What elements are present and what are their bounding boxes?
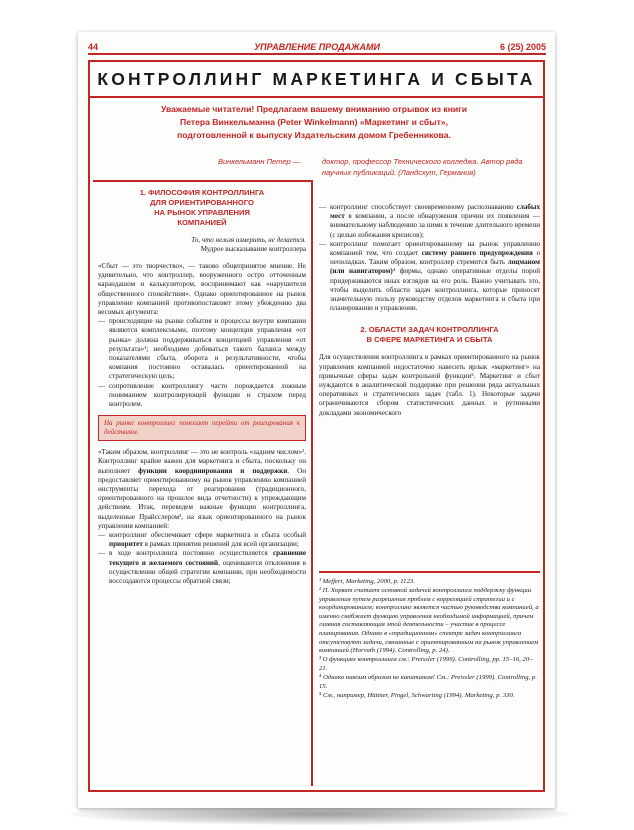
list-item <box>98 549 306 586</box>
right-column <box>319 203 540 418</box>
text-run: о неполадках. Таким образом, контроллер стремится быть <box>330 249 540 267</box>
header-rule <box>88 53 546 55</box>
article-title: КОНТРОЛЛИНГ МАРКЕТИНГА И СБЫТА <box>97 69 536 89</box>
text-run: в рамках принятия решений для всей организации; <box>142 540 299 549</box>
pull-quote: На рынке контроллинг помогает перейти от реагирования к действиям. <box>98 415 306 441</box>
paragraph: Для осуществления контроллинга в рамках ориентированного на рынок управления компанией недостаточно навесить ярлык «маркетинг» на привычные сферы задач контрольной функции⁵. Маркетинг и сбыт нуждаются в аналитической поддержке при решении ряда актуальных оперативных и стратегических задач (табл. 1). Некоторые задачи ограничиваются сбором статистических данных и рутинными докладами экономического <box>319 353 540 417</box>
heading-line: 1. ФИЛОСОФИЯ КОНТРОЛЛИНГА <box>139 188 265 197</box>
text-run: «Таким образом, контроллинг — это не контроль «задним числом»². Контроллинг крайне важен для маркетинга и сбыта, поскольку он выполняет <box>98 448 306 475</box>
heading-line: КОМПАНИЕЙ <box>177 218 227 227</box>
footnote: ⁴ Однако никоим образом не капитаном! См.: Preissler (1999). Controlling, p. 15. <box>319 674 537 690</box>
text-run: в компании, а после обнаружения причин их появления — внимательному наблюдению за ними в течение длительного времени (с целью избежания кризисов); <box>330 212 540 239</box>
list-item: — сопротивление контроллингу часто порождается ложным пониманием контролирующей функции и страхом перед контролем. <box>98 382 306 410</box>
bold-term: приоритет <box>109 540 143 549</box>
bullet-list <box>98 317 306 409</box>
text-run: контроллинг способствует своевременному распознаванию <box>330 203 517 211</box>
bold-term: лоцманом (или навигатором) <box>330 258 540 276</box>
author-name: Винкельманн Петер — <box>218 157 301 166</box>
author-bio: доктор, профессор Технического колледжа. Автор ряда научных публикаций. (Ландсхут, Германия) <box>322 157 523 177</box>
bold-term: слабых мест <box>330 203 540 221</box>
bullet-list <box>98 531 306 586</box>
bold-term: систему раннего предупреждения <box>421 249 533 258</box>
text-run: контроллинг помогает ориентированному на рынок управлению компанией тем, что создает <box>330 239 540 258</box>
section-name: УПРАВЛЕНИЕ ПРОДАЖАМИ <box>254 42 380 52</box>
footnote: ³ О функциях контроллинга см.: Preissler (1999). Controlling, pp. 15–16, 20–21. <box>319 656 533 672</box>
footnote: ⁵ См., например, Hüttner, Pingel, Schwarting (1994). Marketing, p. 330. <box>319 691 515 699</box>
list-item <box>319 240 540 314</box>
issue-number: 6 (25) 2005 <box>499 42 546 52</box>
text-run: контроллинг обеспечивает сфере маркетинга и сбыта особый <box>109 531 306 540</box>
list-item <box>98 531 306 549</box>
title-box <box>88 60 545 98</box>
bold-term: функции координирования и поддержки <box>138 466 288 475</box>
heading-line: В СФЕРЕ МАРКЕТИНГА И СБЫТА <box>366 335 493 345</box>
footnotes <box>319 578 539 701</box>
heading-line: НА РЫНОК УПРАВЛЕНИЯ <box>154 208 250 217</box>
heading-line: 2. ОБЛАСТИ ЗАДАЧ КОНТРОЛЛИНГА <box>360 325 499 335</box>
footnote: ² П. Хорват считает основной задачей контроллинга поддержку функции управления путем разрешения проблем с корреляцией стратегии и с координированием; контроллинг является частью руководства компанией, а именно снабжает функцию управления необходимой информацией, причем главная составляющая этой деятельности – участие в процессе планирования. Однако в «традиционном» спектре задач контроллинга отсутствуют задачи, связанные с ориентированным на рынок управлением компанией (Horvath (1994). Controlling, p. 24). <box>319 587 539 655</box>
list-item: — происходящие на рынке события и процессы внутри компании являются комплексными, поэтому концепция управления «от рынка» должна поддерживаться концепцией управления «от результата»¹; необходимо добиваться такого баланса между показателями сбыта, оборота и результативности, чтобы компания постоянно оставалась ориентированной на стратегическую цель; <box>98 317 306 381</box>
magazine-page <box>78 32 555 808</box>
intro-line: подготовленной к выпуску Издательским домом Гребенникова. <box>177 130 451 140</box>
intro-line: Петера Винкельманна (Peter Winkelmann) «Маркетинг и сбыт», <box>180 117 448 127</box>
page-number: 44 <box>88 42 99 52</box>
text-run: ⁴ фирмы, однако оперативные отделы порой придерживаются иных взглядов на его роль. Важно учитывать это, чтобы выделить области задач контроллинга, которые приносят значительную пользу руководству отделов маркетинга и сбыта при планировании и управлении. <box>330 267 540 313</box>
text-run: . Он предоставляет ориентированному на рынок управлению компанией инструменты перехода от реагирования (традиционного, ориентированного на прошлое вида отчетности) к упреждающим действиям. Итак, переведем важные функции контроллинга, выделенные Прайсслером³, на язык ориентированного на рынок управления компанией: <box>98 466 306 530</box>
paragraph: «Сбыт — это творчество», — таково общепринятое мнение. Не удивительно, что контроллер, вооруженного остро отточенным карандашом и калькулятором, воспринимают как «нарушителя общественного спокойствия». Однако ориентированное на рынок управление компанией противопоставляет этому убеждению два весомых аргумента: <box>98 262 306 317</box>
section-heading-2 <box>319 325 540 345</box>
epigraph-source: Мудрое высказывание контроллера <box>200 245 306 253</box>
bullet-list <box>319 203 540 313</box>
list-item <box>319 203 540 240</box>
footnote: ¹ Meffert, Marketing, 2000, p. 1123. <box>319 578 415 585</box>
epigraph: То, что нельзя измерить, не делается. <box>191 236 306 244</box>
bold-term: сравнение текущего и желаемого состояний <box>109 549 306 567</box>
section-heading-1 <box>98 188 306 228</box>
left-column <box>93 180 313 786</box>
heading-line: ДЛЯ ОРИЕНТИРОВАННОГО <box>150 198 254 207</box>
footnote-rule <box>319 571 540 573</box>
text-run: в ходе контроллинга постоянно осуществляется <box>109 549 273 558</box>
intro-line: Уважаемые читатели! Предлагаем вашему вниманию отрывок из книги <box>160 104 468 114</box>
paragraph <box>98 448 306 531</box>
text-run: , оцениваются отклонения в осуществлении общей стратегии компании, при необходимости воссоздаются процессы обратной связи; <box>109 558 306 586</box>
intro-text <box>104 103 524 142</box>
